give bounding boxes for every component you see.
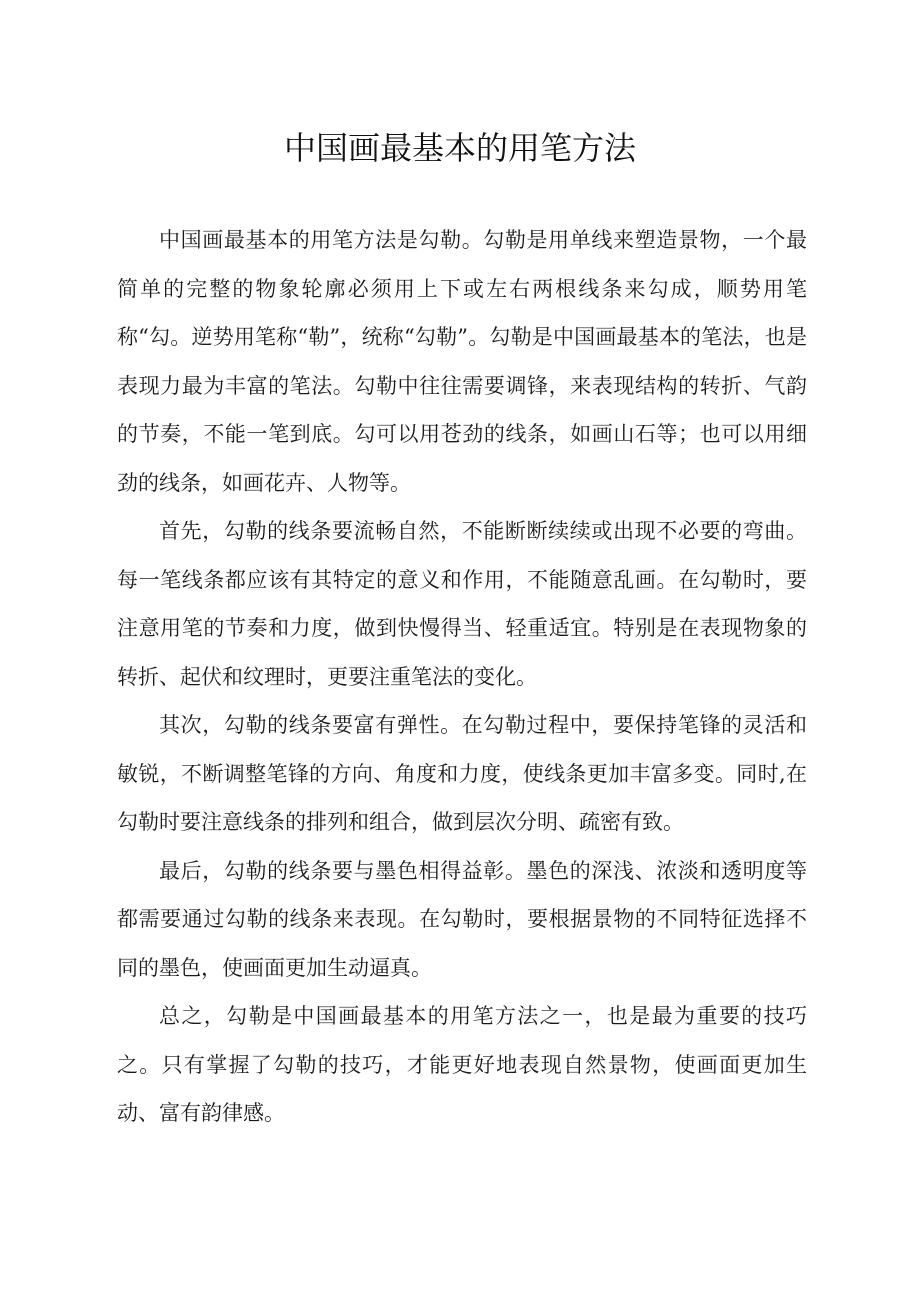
paragraph-first-point: 首先，勾勒的线条要流畅自然，不能断断续续或出现不必要的弯曲。每一笔线条都应该有其特定的意义和作用，不能随意乱画。在勾勒时，要注意用笔的节奏和力度，做到快慢得当、轻重适宜。特别是在表现物象的转折、起伏和纹理时，更要注重笔法的变化。: [117, 519, 807, 689]
page-title: 中国画最基本的用笔方法: [283, 129, 636, 167]
paragraph-second-point: 其次，勾勒的线条要富有弹性。在勾勒过程中，要保持笔锋的灵活和敏锐，不断调整笔锋的方向、角度和力度，使线条更加丰富多变。同时,在勾勒时要注意线条的排列和组合，做到层次分明、疏密有致。: [117, 713, 807, 834]
paragraph-intro: 中国画最基本的用笔方法是勾勒。勾勒是用单线来塑造景物，一个最简单的完整的物象轮廓必须用上下或左右两根线条来勾成，顺势用笔称“勾。逆势用笔称“勒”，统称“勾勒”。勾勒是中国画最基本的笔法，也是表现力最为丰富的笔法。勾勒中往往需要调锋，来表现结构的转折、气韵的节奏，不能一笔到底。勾可以用苍劲的线条，如画山石等；也可以用细劲的线条，如画花卉、人物等。: [117, 228, 807, 495]
paragraph-conclusion: 总之，勾勒是中国画最基本的用笔方法之一，也是最为重要的技巧之。只有掌握了勾勒的技巧，才能更好地表现自然景物，使画面更加生动、富有韵律感。: [117, 1004, 807, 1125]
document-body: [117, 216, 807, 1138]
paragraph-third-point: 最后，勾勒的线条要与墨色相得益彰。墨色的深浅、浓淡和透明度等都需要通过勾勒的线条来表现。在勾勒时，要根据景物的不同特征选择不同的墨色，使画面更加生动逼真。: [117, 858, 807, 980]
